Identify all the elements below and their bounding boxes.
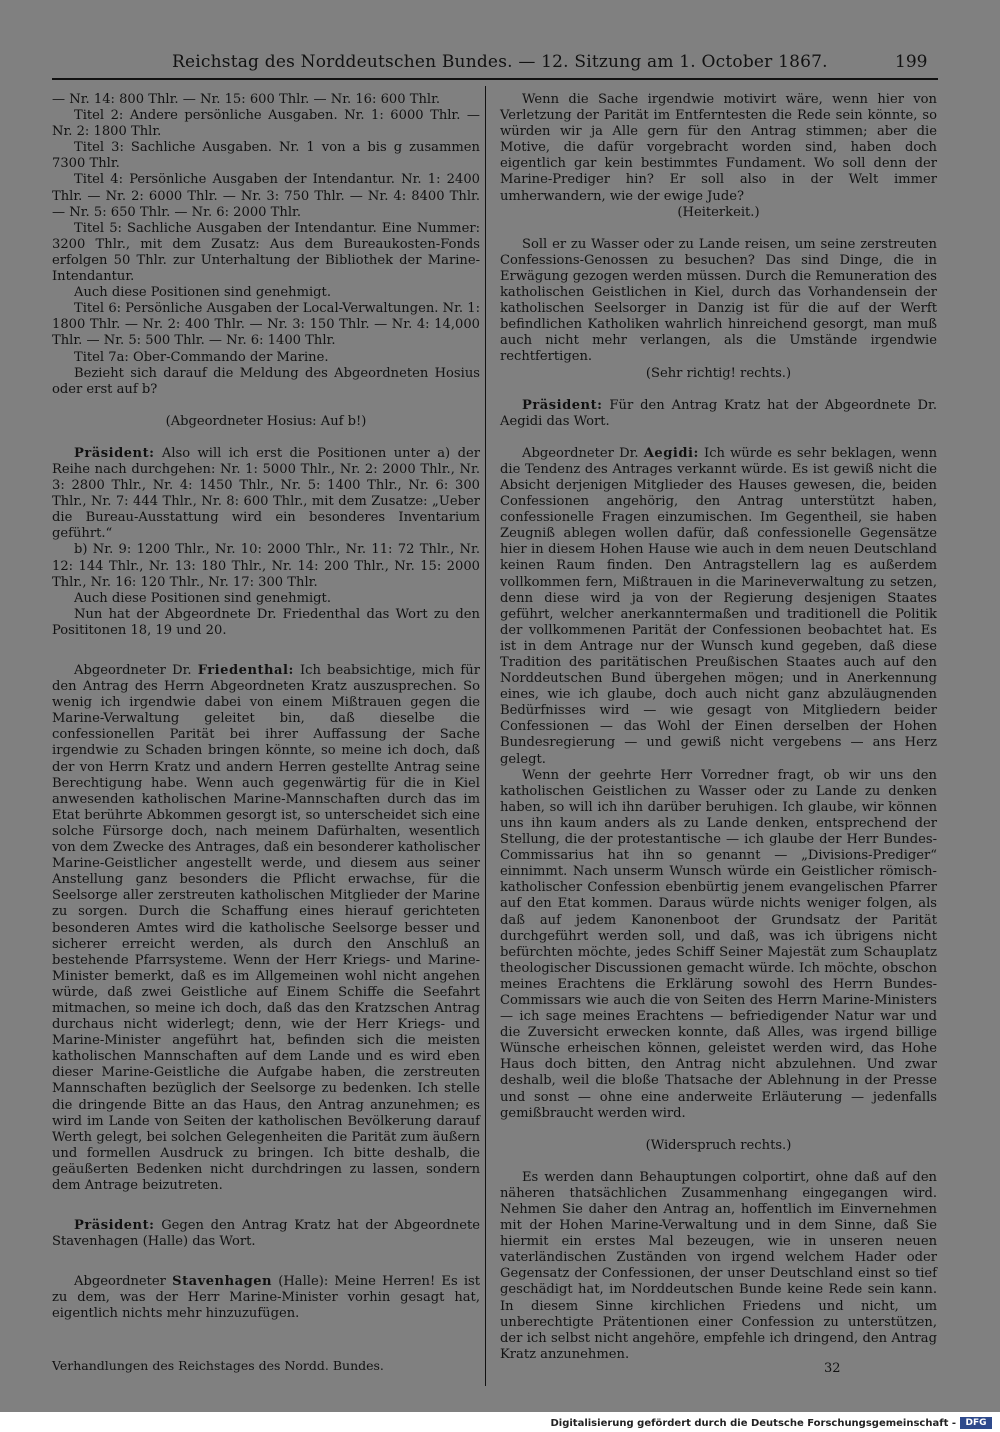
interjection: (Heiterkeit.) <box>677 204 760 220</box>
speaker-name: Präsident: <box>522 397 603 413</box>
dfg-credit: Digitalisierung gefördert durch die Deutsche Forschungsgemeinschaft - <box>550 1418 956 1429</box>
speaker-prefix: Abgeordneter Dr. <box>522 445 639 461</box>
paragraph: Titel 3: Sachliche Ausgaben. Nr. 1 von a bis g zusammen 7300 Thlr. <box>52 140 480 172</box>
paragraph: Für den Antrag Kratz hat der Abgeordnete Dr. Aegidi das Wort. <box>500 397 938 429</box>
paragraph: Bezieht sich darauf die Meldung des Abgeordneten Hosius oder erst auf b? <box>52 365 480 397</box>
paragraph: Titel 6: Persönliche Ausgaben der Local-Verwaltungen. Nr. 1: 1800 Thlr. — Nr. 2: 400 Thlr. — Nr. 3: 150 Thlr. — Nr. 4: 14,000 Thlr. — Nr. 5: 500 Thlr. — Nr. 6: 1400 Thlr. <box>52 301 480 349</box>
paragraph: Titel 2: Andere persönliche Ausgaben. Nr. 1: 6000 Thlr. — Nr. 2: 1800 Thlr. <box>52 108 480 140</box>
right-column <box>500 92 937 1363</box>
running-head: Reichstag des Norddeutschen Bundes. — 12. Sitzung am 1. October 1867. <box>172 52 828 72</box>
paragraph: Wenn der geehrte Herr Vorredner fragt, ob wir uns den katholischen Geistlichen zu Wasser oder zu Lande zu denken haben, so will ich ihn darüber beruhigen. Ich glaube, wir können uns ihn kaum anders als zu Lande denken, entsprechend der Stellung, die der protestantische — ich glaube der Herr Bundes-Commissarius hat ihn so genannt — „Divisions-Prediger“ einnimmt. Nach unserm Wunsch würde ein Geistlicher römisch-katholischer Confession ebenbürtig jenem evangelischen Pfarrer auf den Etat kommen. Daraus würde nichts weniger folgen, als daß auf jedem Kanonenboot der Grundsatz der Parität durchgeführt werden soll, und daß, was ich übrigens nicht befürchten möchte, jedes Schiff Seiner Majestät zum Schauplatz theologischer Discussionen gemacht würde. Ich möchte, obschon meines Erachtens die Erklärung sowohl des Herrn Bundes-Commissars wie auch die von Seiten des Herrn Marine-Ministers — ich sage meines Erachtens — befriedigender Natur war und die Zuversicht erwecken konnte, daß Alles, was irgend billige Wünsche erheischen können, geleistet werden wird, das Hohe Haus doch bitten, den Antrag nicht abzulehnen. Und zwar deshalb, weil die bloße Thatsache der Ablehnung in der Presse und sonst — ohne eine anderweite Erläuterung — jedenfalls gemißbraucht werden wird. <box>500 767 937 1121</box>
header-rule <box>52 78 938 80</box>
paragraph: b) Nr. 9: 1200 Thlr., Nr. 10: 2000 Thlr., Nr. 11: 72 Thlr., Nr. 12: 144 Thlr., Nr. 13: 180 Thlr., Nr. 14: 200 Thlr., Nr. 15: 2000 Thlr., Nr. 16: 120 Thlr., Nr. 17: 300 Thlr. <box>52 542 480 590</box>
paragraph: Auch diese Positionen sind genehmigt. <box>74 285 331 301</box>
signature-mark: 32 <box>824 1361 841 1376</box>
paragraph: Nun hat der Abgeordnete Dr. Friedenthal das Wort zu den Posititonen 18, 19 und 20. <box>52 606 480 638</box>
column-divider <box>485 86 486 1386</box>
speaker-name: Friedenthal: <box>197 663 294 678</box>
dfg-logo-icon: DFG <box>960 1417 992 1429</box>
paragraph: Auch diese Positionen sind genehmigt. <box>74 590 331 606</box>
interjection: (Widerspruch rechts.) <box>645 1137 792 1153</box>
page-number: 199 <box>895 52 928 72</box>
paragraph: Gegen den Antrag Kratz hat der Abgeordnete Stavenhagen (Halle) das Wort. <box>52 1218 480 1250</box>
speaker-name: Stavenhagen <box>172 1274 273 1290</box>
footer-note: Verhandlungen des Reichstages des Nordd. Bundes. <box>52 1358 384 1373</box>
left-column <box>52 92 480 1323</box>
speaker-name: Präsident: <box>74 1218 155 1234</box>
speaker-prefix: Abgeordneter <box>74 1274 166 1290</box>
interjection: (Abgeordneter Hosius: Auf b!) <box>165 413 367 429</box>
paragraph: Wenn die Sache irgendwie motivirt wäre, wenn hier von Verletzung der Parität im Entferntesten die Rede sein könnte, so würden wir ja Alle gern für den Antrag stimmen; aber die Motive, die dafür vorgebracht worden sind, haben doch eigentlich gar kein bestimmtes Fundament. Wo soll denn der Marine-Prediger hin? Er soll also in der Welt immer umherwandern, wie der ewige Jude? <box>500 92 937 204</box>
interjection: (Sehr richtig! rechts.) <box>645 365 792 381</box>
paragraph: — Nr. 14: 800 Thlr. — Nr. 15: 600 Thlr. — Nr. 16: 600 Thlr. <box>52 92 441 107</box>
paragraph: Also will ich erst die Positionen unter a) der Reihe nach durchgehen: Nr. 1: 5000 Thlr., Nr. 2: 2000 Thlr., Nr. 3: 2800 Thlr., Nr. 4: 1450 Thlr., Nr. 5: 1400 Thlr., Nr. 6: 300 Thlr., Nr. 7: 444 Thlr., Nr. 8: 600 Thlr., mit dem Zusatze: „Ueber die Bureau-Ausstattung wird ein besonderes Inventarium geführt.“ <box>52 445 480 542</box>
paragraph: Titel 7a: Ober-Commando der Marine. <box>74 349 329 365</box>
paragraph: Ich beabsichtige, mich für den Antrag des Herrn Abgeordneten Kratz auszusprechen. So wenig ich irgendwie dabei von einem Mißtrauen gegen die Marine-Verwaltung geleitet bin, daß dieselbe die confessionellen Parität bei ihrer Auffassung der Sache irgendwie zu Schaden bringen könnte, so meine ich doch, daß der von Herrn Kratz und andern Herren gestellte Antrag seine Berechtigung habe. Wenn auch gegenwärtig für die in Kiel anwesenden katholischen Marine-Mannschaften durch das im Etat berührte Abkommen gesorgt ist, so unterscheidet sich eine solche Fürsorge doch, nach meinem Dafürhalten, wesentlich von dem Zwecke des Antrages, daß ein besonderer katholischer Marine-Geistlicher angestellt werde, und diesem aus seiner Anstellung ganz besonders die Pflicht erwachse, für die Seelsorge aller zerstreuten katholischen Mitglieder der Marine zu sorgen. Durch die Schaffung eines hierauf gerichteten besonderen Amtes wird die katholische Seelsorge besser und sicherer erreicht werden, als durch den Anschluß an bestehende Pfarrsysteme. Wenn der Herr Kriegs- und Marine-Minister bemerkt, daß es im Allgemeinen wohl nicht angehen würde, daß zwei Geistliche auf Einem Schiffe die Seefahrt mitmachen, so meine ich doch, daß das den Kratzschen Antrag durchaus nicht widerlegt; denn, wie der Herr Kriegs- und Marine-Minister angeführt hat, befinden sich die meisten katholischen Mannschaften auf dem Lande und es wird eben dieser Marine-Geistliche die Aufgabe haben, die zerstreuten Mannschaften bezüglich der Seelsorge zu bedenken. Ich stelle die dringende Bitte an das Haus, den Antrag anzunehmen; es wird im Lande von Seiten der katholischen Bevölkerung darauf Werth gelegt, bei solchen Gelegenheiten die Parität zum äußern und formellen Ausdruck zu bringen. Ich bitte deshalb, die geäußerten Bedenken nicht durchdringen zu lassen, sondern dem Antrage beizutreten. <box>52 663 480 1193</box>
speaker-name: Aegidi: <box>643 445 699 461</box>
speaker-name: Präsident: <box>74 445 155 461</box>
paragraph: Titel 4: Persönliche Ausgaben der Intendantur. Nr. 1: 2400 Thlr. — Nr. 2: 6000 Thlr. — Nr. 3: 750 Thlr. — Nr. 4: 8400 Thlr. — Nr. 5: 650 Thlr. — Nr. 6: 2000 Thlr. <box>52 172 480 220</box>
paragraph: Soll er zu Wasser oder zu Lande reisen, um seine zerstreuten Confessions-Genossen zu besuchen? Das sind Dinge, die in Erwägung gezogen werden müssen. Durch die Remuneration des katholischen Geistlichen in Kiel, durch das Vorhandensein der katholischen Seelsorger in Danzig ist für die auf der Werft befindlichen Katholiken wahrlich hinreichend gesorgt, man muß auch nicht mehr verlangen, als die Umstände irgendwie rechtfertigen. <box>500 236 937 365</box>
paragraph: (Halle): Meine Herren! Es ist zu dem, was der Herr Marine-Minister vorhin gesagt hat, eigentlich nichts mehr hinzuzufügen. <box>52 1274 480 1322</box>
speaker-prefix: Abgeordneter Dr. <box>74 663 192 678</box>
paragraph: Es werden dann Behauptungen colportirt, ohne daß auf den näheren thatsächlichen Zusammenhang eingegangen wird. Nehmen Sie daher den Antrag an, hoffentlich im Einvernehmen mit der Hohen Marine-Verwaltung und in dem Sinne, daß Sie hiermit ein erstes Mal bezeugen, wie in unseren neuen vaterländischen Zuständen von irgend welchem Hader oder Gegensatz der Confessionen, der unser Deutschland einst so tief geschädigt hat, im Norddeutschen Bunde keine Rede sein kann. In diesem Sinne kirchlichen Friedens und nicht, um unberechtigte Prätentionen einer Confession zu unterstützen, der ich selbst nicht angehöre, empfehle ich dringend, den Antrag Kratz anzunehmen. <box>500 1169 937 1362</box>
paragraph: Ich würde es sehr beklagen, wenn die Tendenz des Antrages verkannt würde. Es ist gewiß nicht die Absicht derjenigen Mitglieder des Hauses gewesen, die, beiden Confessionen angehörig, den Antrag unterstützt haben, confessionelle Fragen einzumischen. Im Gegentheil, sie haben Zeugniß ablegen wollen dafür, daß confessionelle Gegensätze hier in diesem Hohen Hause wie auch in dem neuen Deutschland keinen Raum finden. Den Antragstellern lag es außerdem vollkommen fern, Mißtrauen in die Marineverwaltung zu setzen, denn diese wird ja von der Regierung desjenigen Staates geführt, welcher anerkanntermaßen und traditionell die Politik der vollkommenen Parität der Confessionen beobachtet hat. Es ist in dem Antrage nur der Wunsch kund gegeben, daß diese Tradition des paritätischen Preußischen Staates auch auf den Norddeutschen Bund übergehen mögen; und in Anerkennung eines, wie ich glaube, doch auch nicht ganz abzuläugnenden Bedürfnisses wird — wie gesagt von Mitgliedern beider Confessionen — das Wohl der Einen derselben der Hohen Bundesregierung — und gewiß nicht vergebens — ans Herz gelegt. <box>500 445 938 767</box>
paragraph: Titel 5: Sachliche Ausgaben der Intendantur. Eine Nummer: 3200 Thlr., mit dem Zusatz: Aus dem Bureaukosten-Fonds erfolgen 50 Thlr. zur Unterhaltung der Bibliothek der Marine-Intendantur. <box>52 220 480 285</box>
